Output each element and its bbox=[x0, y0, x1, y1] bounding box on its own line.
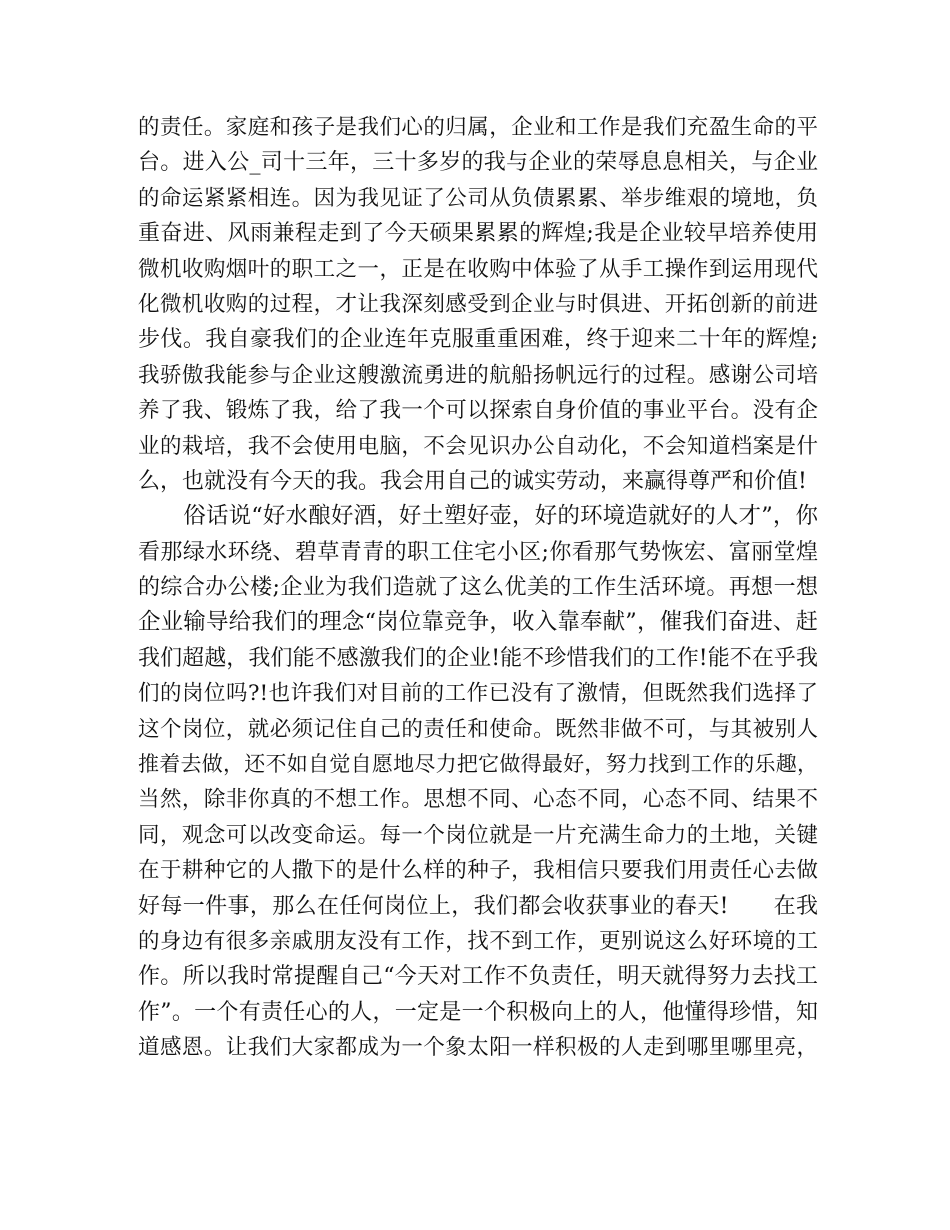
text-line: 企业输导给我们的理念“岗位靠竞争，收入靠奉献”，催我们奋进、赶 bbox=[138, 609, 818, 636]
text-line: 我骄傲我能参与企业这艘激流勇进的航船扬帆远行的过程。感谢公司培 bbox=[138, 362, 818, 388]
text-line: 当然，除非你真的不想工作。思想不同、心态不同，心态不同、结果不 bbox=[138, 787, 818, 813]
text-line: 作”。一个有责任心的人，一定是一个积极向上的人，他懂得珍惜，知 bbox=[138, 999, 818, 1025]
text-line: 微机收购烟叶的职工之一，正是在收购中体验了从手工操作到运用现代 bbox=[138, 256, 818, 282]
text-line: 的责任。家庭和孩子是我们心的归属，企业和工作是我们充盈生命的平 bbox=[138, 115, 818, 140]
text-line: 的身边有很多亲戚朋友没有工作，找不到工作，更别说这么好环境的工 bbox=[138, 928, 818, 954]
text-line: 道感恩。让我们大家都成为一个象太阳一样积极的人走到哪里哪里亮， bbox=[138, 1035, 818, 1061]
text-line: 看那绿水环绕、碧草青青的职工住宅小区;你看那气势恢宏、富丽堂煌 bbox=[138, 539, 818, 565]
text-line: 俗话说“好水酿好酒，好土塑好壶，好的环境造就好的人才”，你 bbox=[138, 503, 818, 530]
text-line: 这个岗位，就必须记住自己的责任和使命。既然非做不可，与其被别人 bbox=[138, 716, 818, 742]
text-line: 推着去做，还不如自觉自愿地尽力把它做得最好，努力找到工作的乐趣， bbox=[138, 752, 818, 777]
text-line: 的综合办公楼;企业为我们造就了这么优美的工作生活环境。再想一想 bbox=[138, 575, 818, 601]
text-line: 步伐。我自豪我们的企业连年克服重重困难，终于迎来二十年的辉煌; bbox=[138, 327, 818, 353]
text-line: 好每一件事，那么在任何岗位上，我们都会收获事业的春天! 在我 bbox=[138, 893, 818, 919]
body-text bbox=[138, 110, 818, 1066]
text-line: 的命运紧紧相连。因为我见证了公司从负债累累、举步维艰的境地，负 bbox=[138, 185, 818, 211]
text-line: 作。所以我时常提醒自己“今天对工作不负责任，明天就得努力去找工 bbox=[138, 964, 818, 990]
text-line: 同，观念可以改变命运。每一个岗位就是一片充满生命力的土地，关键 bbox=[138, 822, 818, 848]
text-line: 台。进入公_司十三年，三十多岁的我与企业的荣辱息息相关，与企业 bbox=[138, 150, 818, 176]
text-line: 养了我、锻炼了我，给了我一个可以探索自身价值的事业平台。没有企 bbox=[138, 398, 818, 424]
text-line: 们的岗位吗?!也许我们对目前的工作已没有了激情，但既然我们选择了 bbox=[138, 681, 818, 707]
text-line: 在于耕种它的人撒下的是什么样的种子，我相信只要我们用责任心去做 bbox=[138, 858, 818, 884]
text-line: 重奋进、风雨兼程走到了今天硕果累累的辉煌;我是企业较早培养使用 bbox=[138, 221, 818, 247]
text-line: 业的栽培，我不会使用电脑，不会见识办公自动化，不会知道档案是什 bbox=[138, 433, 818, 459]
text-line: 么，也就没有今天的我。我会用自己的诚实劳动，来赢得尊严和价值! bbox=[138, 468, 807, 494]
text-line: 我们超越，我们能不感激我们的企业!能不珍惜我们的工作!能不在乎我 bbox=[138, 645, 818, 671]
text-line: 化微机收购的过程，才让我深刻感受到企业与时俱进、开拓创新的前进 bbox=[138, 291, 818, 317]
